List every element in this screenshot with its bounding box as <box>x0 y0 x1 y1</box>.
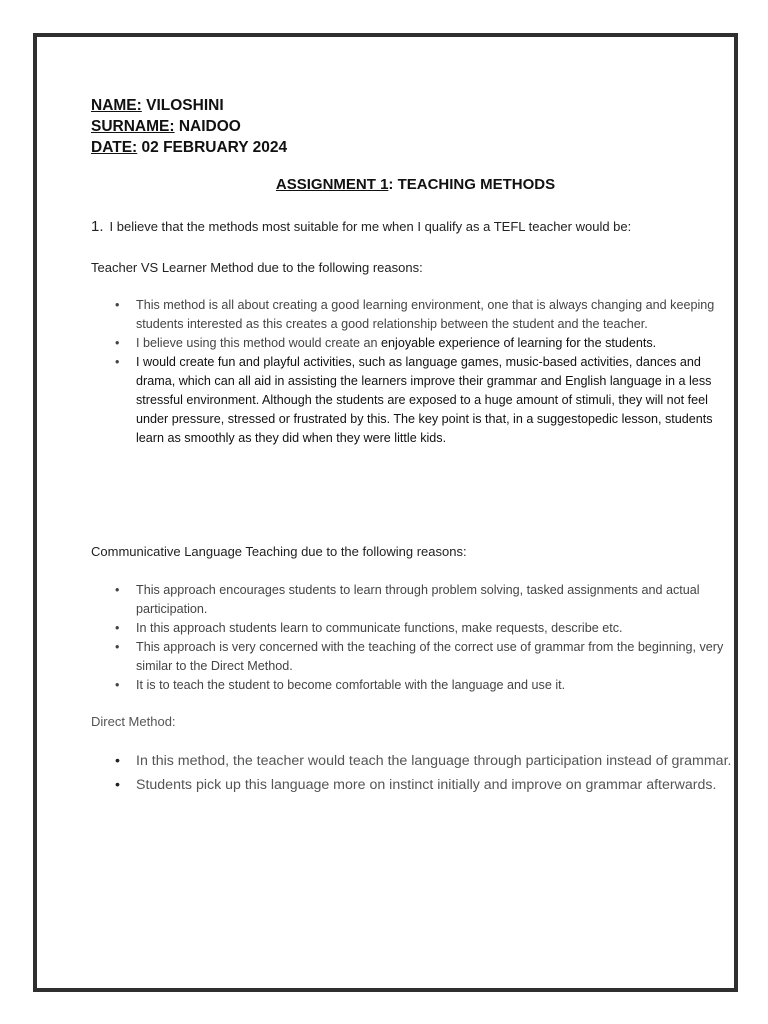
surname-line <box>91 116 287 137</box>
document-page <box>33 33 738 992</box>
list-item: • In this method, the teacher would teach the language through participation instead of grammar. <box>136 751 736 773</box>
list-item: • I would create fun and playful activities, such as language games, music-based activities, dances and drama, which can all aid in assisting the learners improve their grammar and English language in a less stressful environment. Although the students are exposed to a huge amount of stimuli, they will not feel under pressure, stressed or frustrated by this. The key point is that, in a suggestopedic lesson, students learn as smoothly as they did when they were little kids. <box>136 353 736 448</box>
name-value: VILOSHINI <box>146 97 224 114</box>
list-item: • This approach encourages students to learn through problem solving, tasked assignments and actual participation. <box>136 581 736 619</box>
list-item: • In this approach students learn to communicate functions, make requests, describe etc. <box>136 619 736 638</box>
list-item <box>136 334 736 353</box>
assignment-topic: : TEACHING METHODS <box>388 176 556 193</box>
surname-label: SURNAME: <box>91 118 175 135</box>
question-text: I believe that the methods most suitable for me when I qualify as a TEFL teacher would be: <box>109 219 632 234</box>
list-item-text: I believe using this method would create an <box>136 336 378 350</box>
direct-method-list <box>91 751 736 798</box>
section-heading-teacher-vs-learner: Teacher VS Learner Method due to the following reasons: <box>91 260 423 275</box>
list-item: • It is to teach the student to become comfortable with the language and use it. <box>136 676 736 695</box>
teacher-vs-learner-list <box>91 296 736 448</box>
question-one <box>91 218 631 235</box>
list-item: • Students pick up this language more on instinct initially and improve on grammar afterwards. <box>136 775 736 797</box>
date-label: DATE: <box>91 139 138 156</box>
list-item-emphasis: enjoyable experience of learning for the students. <box>381 336 657 350</box>
section-heading-communicative: Communicative Language Teaching due to the following reasons: <box>91 544 467 559</box>
name-label: NAME: <box>91 97 142 114</box>
assignment-number: ASSIGNMENT 1 <box>275 176 389 193</box>
list-item: • This method is all about creating a good learning environment, one that is always changing and keeping students interested as this creates a good relationship between the student and the teacher. <box>136 296 736 334</box>
assignment-title <box>37 176 734 193</box>
date-value: 02 FEBRUARY 2024 <box>141 139 288 156</box>
surname-value: NAIDOO <box>178 118 241 135</box>
question-number: 1. <box>91 218 104 235</box>
list-item: • This approach is very concerned with the teaching of the correct use of grammar from the beginning, very similar to the Direct Method. <box>136 638 736 676</box>
student-details <box>91 95 287 158</box>
name-line <box>91 95 287 116</box>
date-line <box>91 137 287 158</box>
section-heading-direct-method: Direct Method: <box>91 714 176 729</box>
communicative-list <box>91 581 736 695</box>
